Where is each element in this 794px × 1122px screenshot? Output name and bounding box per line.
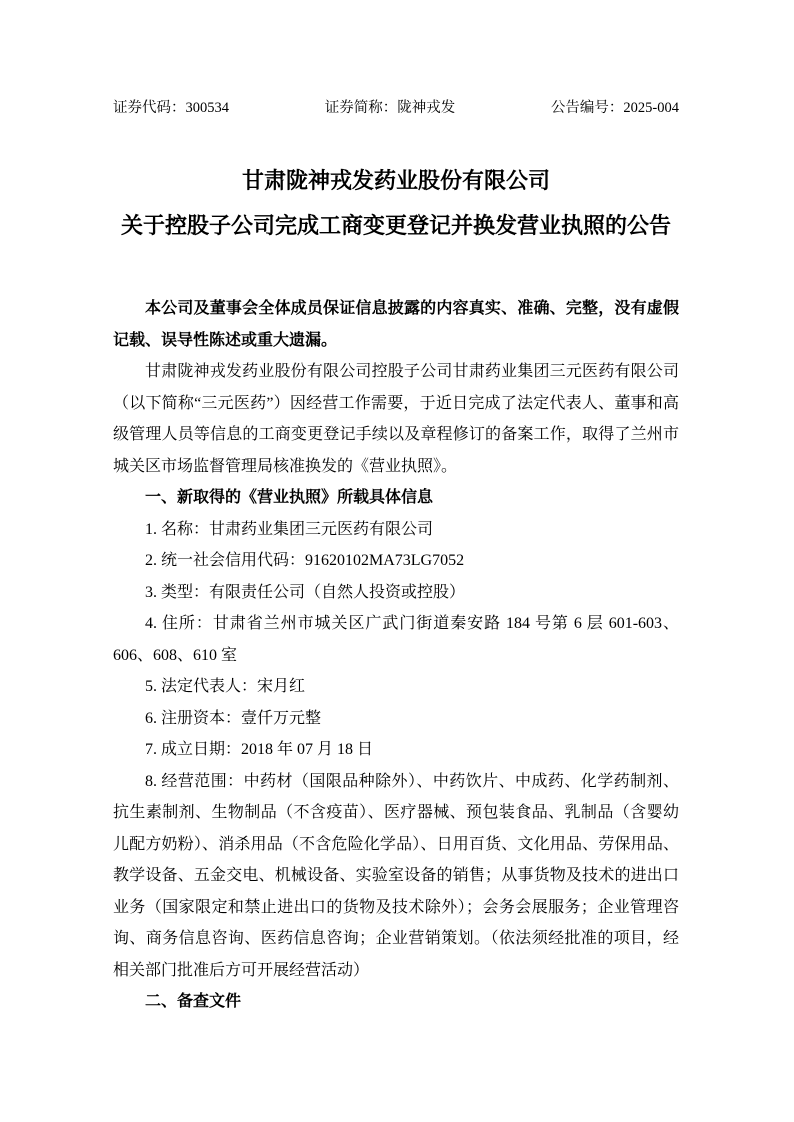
company-name-title: 甘肃陇神戎发药业股份有限公司 <box>241 168 550 193</box>
announcement-subject-title: 关于控股子公司完成工商变更登记并换发营业执照的公告 <box>120 213 671 238</box>
license-item-name: 1. 名称：甘肃药业集团三元医药有限公司 <box>145 520 434 538</box>
license-item-business-scope: 8. 经营范围：中药材（国限品种除外）、中药饮片、中成药、化学药制剂、抗生素制剂、生物制品（不含疫苗）、医疗器械、预包装食品、乳制品（含婴幼儿配方奶粉）、消杀用品（不含危险化学品）、日用百货、文化用品、劳保用品、教学设备、五金交电、机械设备、实验室设备的销售；从事货物及技术的进出口业务（国家限定和禁止进出口的货物及技术除外）；会务会展服务；企业管理咨询、商务信息咨询、医药信息咨询；企业营销策划。（依法须经批准的项目，经相关部门批准后方可开展经营活动） <box>113 772 679 979</box>
document-body <box>113 293 679 1018</box>
license-item-establishment-date: 7. 成立日期：2018 年 07 月 18 日 <box>145 741 374 758</box>
license-item-type: 3. 类型：有限责任公司（自然人投资或控股） <box>145 583 466 601</box>
stock-abbreviation: 证券简称：陇神戎发 <box>324 100 456 116</box>
securities-header-row <box>113 98 679 118</box>
announcement-number: 公告编号：2025-004 <box>550 100 679 116</box>
license-item-credit-code: 2. 统一社会信用代码：91620102MA73LG7052 <box>145 552 465 569</box>
license-item-registered-capital: 6. 注册资本：壹仟万元整 <box>145 709 322 727</box>
disclaimer-paragraph: 本公司及董事会全体成员保证信息披露的内容真实、准确、完整，没有虚假记载、误导性陈述或重大遗漏。 <box>113 300 679 349</box>
section2-heading: 二、备查文件 <box>145 993 242 1010</box>
section1-heading: 一、新取得的《营业执照》所载具体信息 <box>145 489 434 506</box>
stock-code: 证券代码：300534 <box>113 100 229 116</box>
license-item-legal-representative: 5. 法定代表人：宋月红 <box>145 678 306 695</box>
intro-paragraph: 甘肃陇神戎发药业股份有限公司控股子公司甘肃药业集团三元医药有限公司（以下简称“三元医药”）因经营工作需要，于近日完成了法定代表人、董事和高级管理人员等信息的工商变更登记手续以及章程修订的备案工作，取得了兰州市城关区市场监督管理局核准换发的《营业执照》。 <box>113 363 679 475</box>
document-title-block <box>113 158 679 248</box>
license-item-address: 4. 住所：甘肃省兰州市城关区广武门街道秦安路 184 号第 6 层 601-603、606、608、610 室 <box>113 615 679 664</box>
